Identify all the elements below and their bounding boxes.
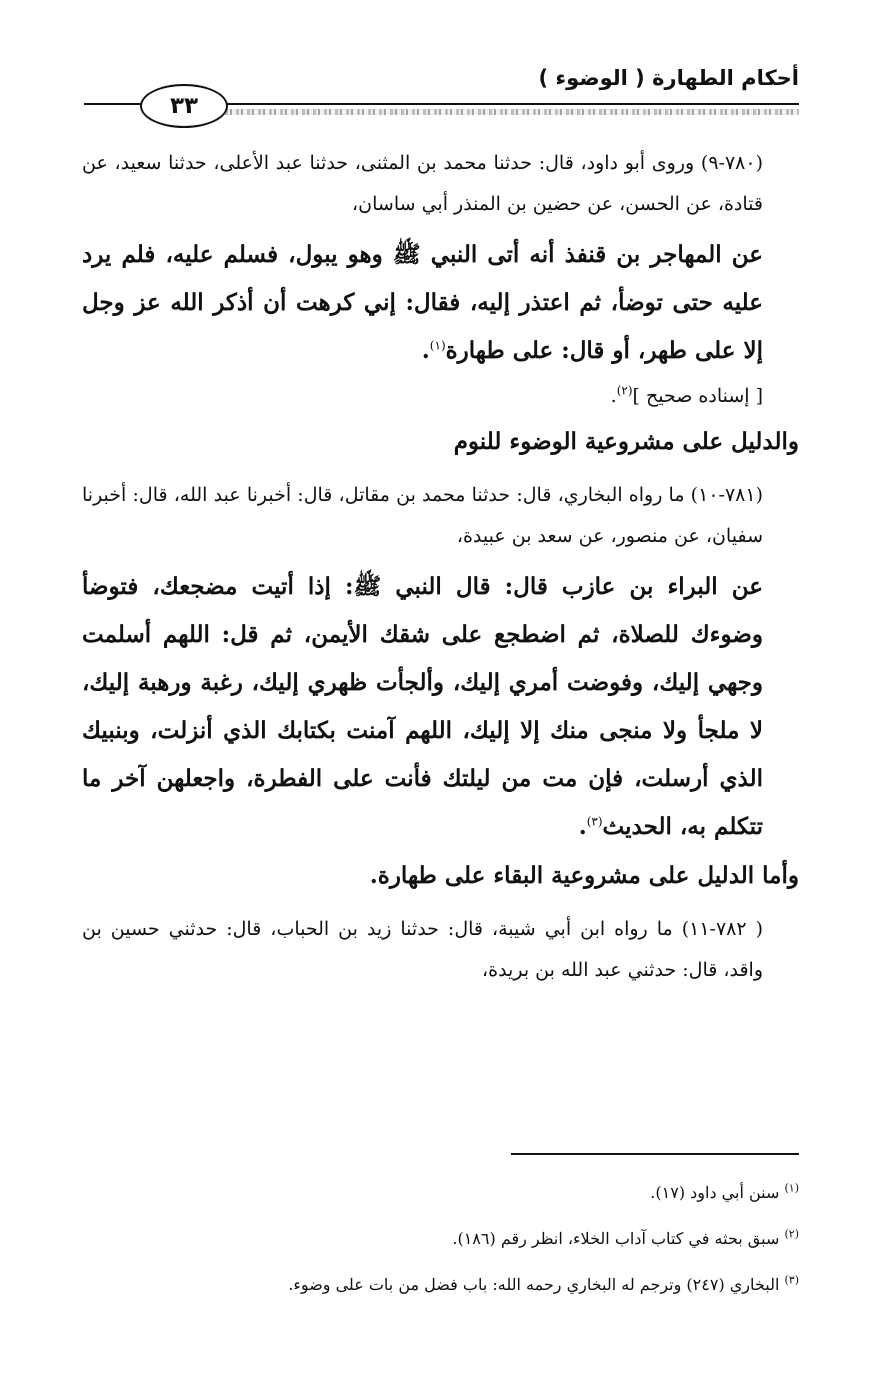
hadith-matn-780: عن المهاجر بن قنفذ أنه أتى النبي ﷺ وهو يبول، فسلم عليه، فلم يرد عليه حتى توضأ، ثم اعتذر إليه، فقال: إني كرهت أن أذكر الله عز وجل إلا على طهر، أو قال: على طهارة$^{(١)}$.: [82, 241, 763, 364]
page-header: [0, 0, 879, 140]
hadith-isnad-782: ( ٧٨٢-١١) ما رواه ابن أبي شيبة، قال: حدثنا زيد بن الحباب، قال: حدثني حسين بن واقد، قال: حدثني عبد الله بن بريدة،: [82, 918, 764, 981]
hadith-grade-780: [ إسناده صحيح ]$^{(٢)}$.: [610, 383, 763, 407]
header-rule-texture: [225, 109, 799, 115]
section-heading-sleep-wudu: والدليل على مشروعية الوضوء للنوم: [453, 428, 799, 455]
footnote-marker-1[interactable]: (١): [429, 338, 446, 353]
footnote-marker-2[interactable]: (٢): [616, 383, 633, 398]
hadith-isnad-780: (٧٨٠-٩) وروى أبو داود، قال: حدثنا محمد بن المثنى، حدثنا عبد الأعلى، حدثنا سعيد، عن قتادة، عن الحسن، عن حضين بن المنذر أبي ساسان،: [82, 152, 763, 215]
footnote-separator: [511, 1153, 799, 1155]
footnote-marker-3[interactable]: (٣): [586, 814, 603, 829]
footnote-2: $^{(٢)}$ سبق بحثه في كتاب آداب الخلاء، انظر رقم (١٨٦).: [452, 1227, 799, 1248]
footnote-2-marker: (٢): [784, 1227, 799, 1241]
page-number-badge: ٣٣: [140, 84, 228, 128]
footnotes: [79, 1170, 799, 1308]
hadith-matn-781: عن البراء بن عازب قال: قال النبي ﷺ: إذا أتيت مضجعك، فتوضأ وضوءك للصلاة، ثم اضطجع على شقك الأيمن، ثم قل: اللهم أسلمت وجهي إليك، وفوضت أمري إليك، وألجأت ظهري إليك، رغبة ورهبة إليك، لا ملجأ ولا منجى منك إلا إليك، اللهم آمنت بكتابك الذي أنزلت، وبنبيك الذي أرسلت، فإن مت من ليلتك فأنت على الفطرة، واجعلهن آخر ما تتكلم به، الحديث$^{(٣)}$.: [82, 573, 763, 840]
page-body: [82, 143, 799, 991]
hadith-isnad-781: (٧٨١-١٠) ما رواه البخاري، قال: حدثنا محمد بن مقاتل، قال: أخبرنا عبد الله، قال: أخبرنا سفيان، عن منصور، عن سعد بن عبيدة،: [82, 484, 763, 547]
running-title: أحكام الطهارة ( الوضوء ): [538, 66, 799, 90]
section-heading-remaining-in-purity: وأما الدليل على مشروعية البقاء على طهارة.: [369, 862, 799, 889]
footnote-1: $^{(١)}$ سنن أبي داود (١٧).: [650, 1181, 799, 1202]
footnote-1-marker: (١): [784, 1181, 799, 1195]
footnote-3: $^{(٣)}$ البخاري (٢٤٧) وترجم له البخاري رحمه الله: باب فضل من بات على وضوء.: [288, 1273, 799, 1294]
footnote-3-marker: (٣): [784, 1273, 799, 1287]
